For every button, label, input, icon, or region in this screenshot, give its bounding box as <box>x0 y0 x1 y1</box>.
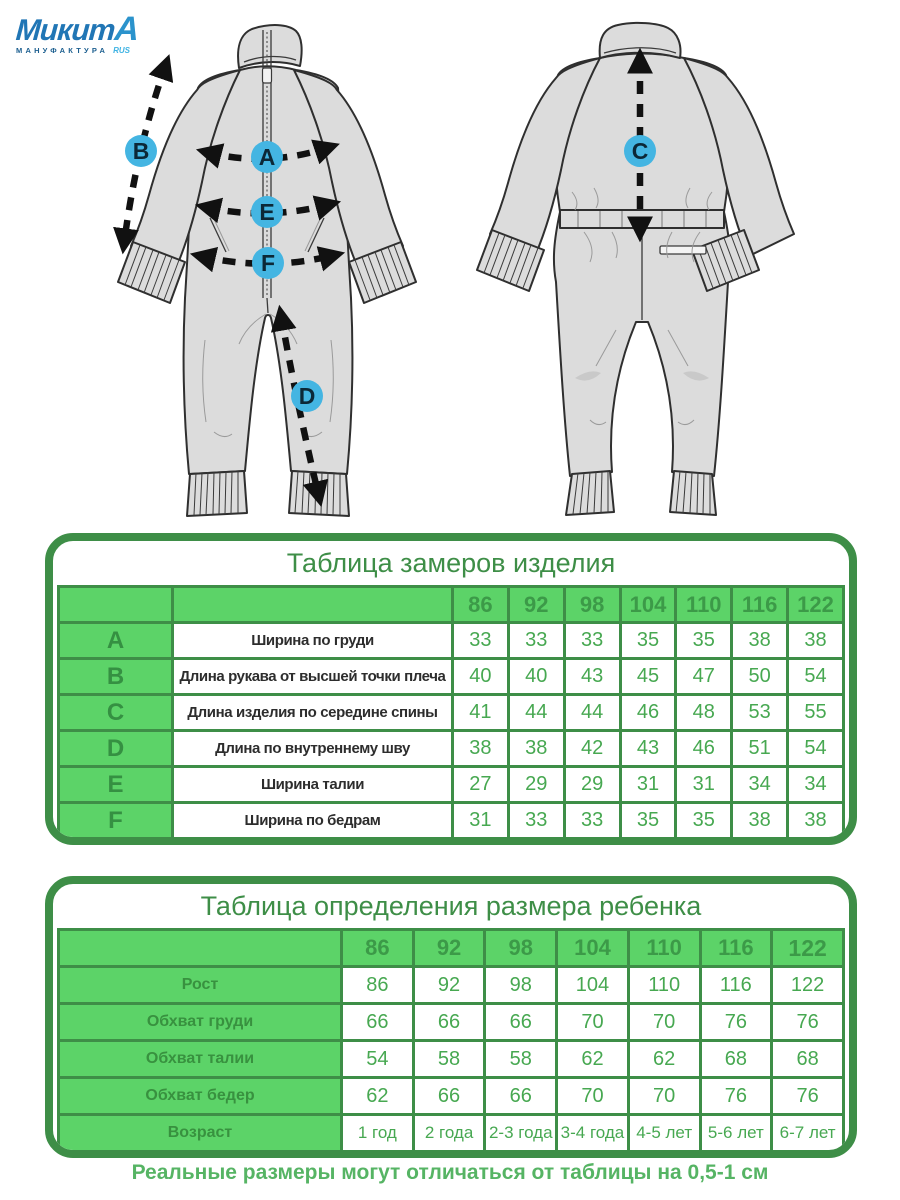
row-label: Обхват груди <box>59 1004 342 1041</box>
measure-value: 46 <box>676 731 732 767</box>
measure-value: 55 <box>788 695 844 731</box>
size-value: 2-3 года <box>485 1115 557 1152</box>
measure-value: 38 <box>788 803 844 839</box>
measurement-row-f <box>59 803 844 839</box>
size-header: 122 <box>772 930 844 967</box>
measurement-row-b <box>59 659 844 695</box>
size-value: 76 <box>700 1004 772 1041</box>
measure-value: 33 <box>564 623 620 659</box>
size-value: 2 года <box>413 1115 485 1152</box>
measure-value: 41 <box>453 695 509 731</box>
measure-value: 33 <box>508 803 564 839</box>
size-header: 116 <box>700 930 772 967</box>
size-value: 70 <box>557 1004 629 1041</box>
back-collar <box>600 23 681 58</box>
measure-value: 47 <box>676 659 732 695</box>
size-header: 92 <box>508 587 564 623</box>
size-value: 76 <box>772 1078 844 1115</box>
measure-value: 29 <box>564 767 620 803</box>
measurement-row-e <box>59 767 844 803</box>
row-letter: A <box>59 623 173 659</box>
brand-name-accent: А <box>113 10 140 48</box>
measure-value: 45 <box>620 659 676 695</box>
brand-name-main: Микит <box>14 14 116 47</box>
measure-value: 48 <box>676 695 732 731</box>
size-header: 98 <box>485 930 557 967</box>
measure-value: 33 <box>508 623 564 659</box>
size-value: 62 <box>557 1041 629 1078</box>
measure-value: 43 <box>564 659 620 695</box>
size-value: 58 <box>485 1041 557 1078</box>
row-description: Длина изделия по середине спины <box>173 695 453 731</box>
marker-b-label: B <box>132 138 150 164</box>
measure-value: 33 <box>453 623 509 659</box>
row-description: Ширина талии <box>173 767 453 803</box>
size-table-title: Таблица определения размера ребенка <box>200 890 702 921</box>
size-row-hips <box>59 1078 844 1115</box>
size-row-waist <box>59 1041 844 1078</box>
measure-value: 53 <box>732 695 788 731</box>
size-value: 110 <box>628 967 700 1004</box>
marker-d-label: D <box>298 383 316 409</box>
size-table <box>57 928 845 1153</box>
marker-a-label: A <box>258 144 276 170</box>
size-value: 70 <box>557 1078 629 1115</box>
size-header: 110 <box>628 930 700 967</box>
back-leg-cuffs <box>566 471 716 515</box>
size-header: 86 <box>453 587 509 623</box>
empty-corner-cell <box>173 587 453 623</box>
measure-value: 38 <box>732 803 788 839</box>
measure-value: 33 <box>564 803 620 839</box>
garment-measurement-diagram <box>0 0 900 528</box>
row-letter: E <box>59 767 173 803</box>
brand-subtitle: МАНУФАКТУРА <box>16 46 109 55</box>
size-table-card <box>45 876 857 1158</box>
size-value: 66 <box>485 1078 557 1115</box>
measure-value: 31 <box>620 767 676 803</box>
size-header: 110 <box>676 587 732 623</box>
measure-value: 44 <box>508 695 564 731</box>
row-label: Возраст <box>59 1115 342 1152</box>
row-letter: C <box>59 695 173 731</box>
brand-region: RUS <box>113 46 130 55</box>
size-value: 66 <box>485 1004 557 1041</box>
measure-value: 34 <box>788 767 844 803</box>
marker-e-badge <box>251 196 283 228</box>
size-value: 68 <box>700 1041 772 1078</box>
measure-value: 42 <box>564 731 620 767</box>
size-header: 104 <box>620 587 676 623</box>
marker-c-badge <box>624 135 656 167</box>
size-value: 3-4 года <box>557 1115 629 1152</box>
size-value: 86 <box>342 967 414 1004</box>
size-value: 66 <box>413 1078 485 1115</box>
measure-value: 46 <box>620 695 676 731</box>
measure-value: 35 <box>620 623 676 659</box>
size-header: 86 <box>342 930 414 967</box>
size-header: 104 <box>557 930 629 967</box>
measurement-row-c <box>59 695 844 731</box>
measure-value: 31 <box>453 803 509 839</box>
row-label: Рост <box>59 967 342 1004</box>
measure-value: 27 <box>453 767 509 803</box>
measure-value: 54 <box>788 659 844 695</box>
size-value: 1 год <box>342 1115 414 1152</box>
measure-value: 38 <box>732 623 788 659</box>
size-value: 66 <box>413 1004 485 1041</box>
front-collar <box>238 25 302 68</box>
size-value: 5-6 лет <box>700 1115 772 1152</box>
measurements-header-row <box>59 587 844 623</box>
size-row-age <box>59 1115 844 1152</box>
measure-value: 40 <box>453 659 509 695</box>
row-description: Ширина по бедрам <box>173 803 453 839</box>
measure-value: 38 <box>453 731 509 767</box>
measure-value: 34 <box>732 767 788 803</box>
measure-value: 51 <box>732 731 788 767</box>
measure-value: 40 <box>508 659 564 695</box>
empty-corner-cell <box>59 930 342 967</box>
measurements-table-title: Таблица замеров изделия <box>286 547 616 578</box>
size-header: 116 <box>732 587 788 623</box>
row-label: Обхват бедер <box>59 1078 342 1115</box>
marker-c-label: C <box>631 138 649 164</box>
size-value: 58 <box>413 1041 485 1078</box>
size-value: 76 <box>772 1004 844 1041</box>
empty-corner-cell <box>59 587 173 623</box>
size-header: 92 <box>413 930 485 967</box>
size-header-row <box>59 930 844 967</box>
size-value: 122 <box>772 967 844 1004</box>
row-description: Длина рукава от высшей точки плеча <box>173 659 453 695</box>
size-value: 4-5 лет <box>628 1115 700 1152</box>
size-value: 62 <box>342 1078 414 1115</box>
measurement-row-d <box>59 731 844 767</box>
size-value: 62 <box>628 1041 700 1078</box>
row-label: Обхват талии <box>59 1041 342 1078</box>
size-value: 104 <box>557 967 629 1004</box>
measure-value: 35 <box>676 623 732 659</box>
row-description: Ширина по груди <box>173 623 453 659</box>
garment-back-view <box>477 23 794 515</box>
measure-value: 29 <box>508 767 564 803</box>
measurements-table <box>57 585 845 840</box>
size-row-chest <box>59 1004 844 1041</box>
marker-a-badge <box>251 141 283 173</box>
measure-value: 38 <box>788 623 844 659</box>
row-letter: F <box>59 803 173 839</box>
row-letter: D <box>59 731 173 767</box>
size-row-height <box>59 967 844 1004</box>
measure-value: 50 <box>732 659 788 695</box>
marker-b-badge <box>125 135 157 167</box>
size-value: 6-7 лет <box>772 1115 844 1152</box>
size-value: 98 <box>485 967 557 1004</box>
measure-value: 54 <box>788 731 844 767</box>
size-value: 76 <box>700 1078 772 1115</box>
measure-value: 35 <box>620 803 676 839</box>
row-letter: B <box>59 659 173 695</box>
size-value: 70 <box>628 1004 700 1041</box>
row-description: Длина по внутреннему шву <box>173 731 453 767</box>
measurements-table-card <box>45 533 857 845</box>
front-leg-cuffs <box>187 471 349 516</box>
measure-value: 35 <box>676 803 732 839</box>
measure-value: 43 <box>620 731 676 767</box>
measure-value: 31 <box>676 767 732 803</box>
measure-value: 38 <box>508 731 564 767</box>
marker-f-badge <box>252 247 284 279</box>
marker-e-label: E <box>259 199 275 225</box>
marker-f-label: F <box>260 250 276 276</box>
measurement-row-a <box>59 623 844 659</box>
size-value: 92 <box>413 967 485 1004</box>
size-value: 68 <box>772 1041 844 1078</box>
footer-note: Реальные размеры могут отличаться от таблицы на 0,5-1 см <box>131 1161 769 1184</box>
size-header: 98 <box>564 587 620 623</box>
size-value: 116 <box>700 967 772 1004</box>
measure-value: 44 <box>564 695 620 731</box>
marker-d-badge <box>291 380 323 412</box>
size-value: 54 <box>342 1041 414 1078</box>
size-header: 122 <box>788 587 844 623</box>
size-value: 66 <box>342 1004 414 1041</box>
size-value: 70 <box>628 1078 700 1115</box>
